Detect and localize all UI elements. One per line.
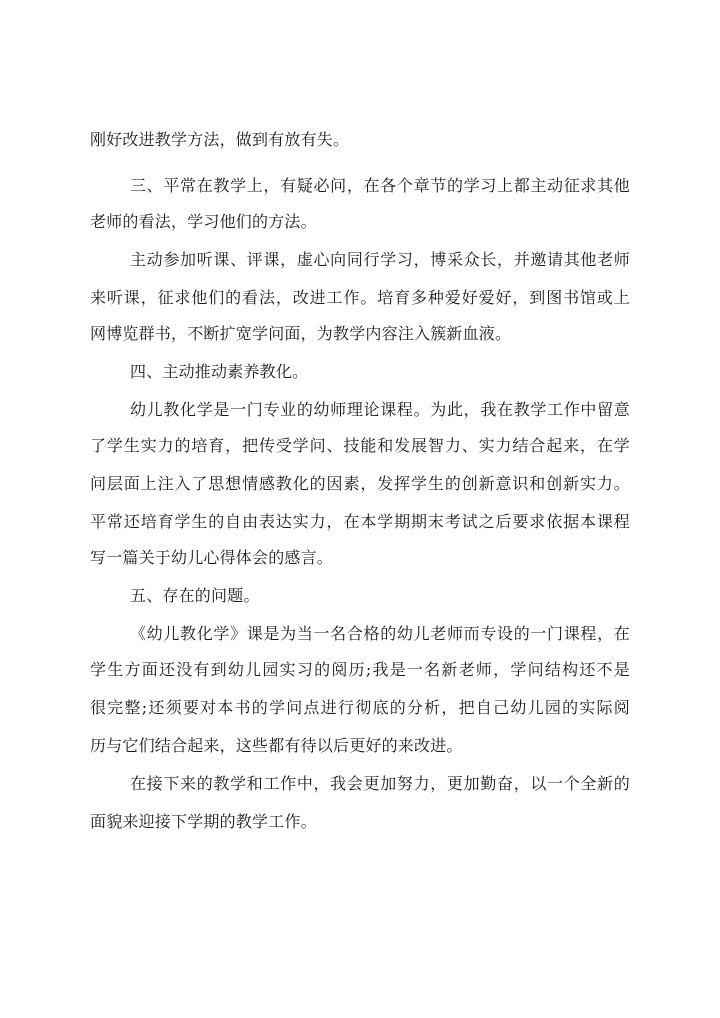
paragraph-line: 了学生实力的培育，把传受学问、技能和发展智力、实力结合起来，在学 bbox=[90, 436, 630, 455]
paragraph-line: 在接下来的教学和工作中，我会更加努力，更加勤奋，以一个全新的 bbox=[130, 774, 630, 793]
section-heading: 四、主动推动素养教化。 bbox=[130, 362, 309, 381]
section-heading: 五、存在的问题。 bbox=[130, 586, 260, 605]
paragraph-line: 问层面上注入了思想情感教化的因素，发挥学生的创新意识和创新实力。 bbox=[90, 474, 630, 493]
paragraph-line: 平常还培育学生的自由表达实力，在本学期期末考试之后要求依据本课程 bbox=[90, 512, 630, 531]
paragraph-line: 主动参加听课、评课，虚心向同行学习，博采众长，并邀请其他老师 bbox=[130, 250, 630, 269]
paragraph-line: 学生方面还没有到幼儿园实习的阅历;我是一名新老师，学问结构还不是 bbox=[90, 660, 630, 679]
paragraph-line: 面貌来迎接下学期的教学工作。 bbox=[90, 812, 317, 831]
paragraph-line: 很完整;还须要对本书的学问点进行彻底的分析，把自己幼儿园的实际阅 bbox=[90, 698, 630, 717]
paragraph-line: 三、平常在教学上，有疑必问，在各个章节的学习上都主动征求其他 bbox=[130, 176, 630, 195]
paragraph-line: 《幼儿教化学》课是为当一名合格的幼儿老师而专设的一门课程，在 bbox=[130, 624, 630, 643]
paragraph-line: 老师的看法，学习他们的方法。 bbox=[90, 212, 317, 231]
paragraph-line: 写一篇关于幼儿心得体会的感言。 bbox=[90, 548, 334, 567]
paragraph-line: 来听课，征求他们的看法，改进工作。培育多种爱好爱好，到图书馆或上 bbox=[90, 288, 630, 307]
paragraph-line: 刚好改进教学方法，做到有放有失。 bbox=[90, 130, 350, 149]
paragraph-line: 历与它们结合起来，这些都有待以后更好的来改进。 bbox=[90, 736, 463, 755]
paragraph-line: 幼儿教化学是一门专业的幼师理论课程。为此，我在教学工作中留意 bbox=[130, 400, 630, 419]
paragraph-line: 网博览群书，不断扩宽学问面，为教学内容注入簇新血液。 bbox=[90, 324, 512, 343]
